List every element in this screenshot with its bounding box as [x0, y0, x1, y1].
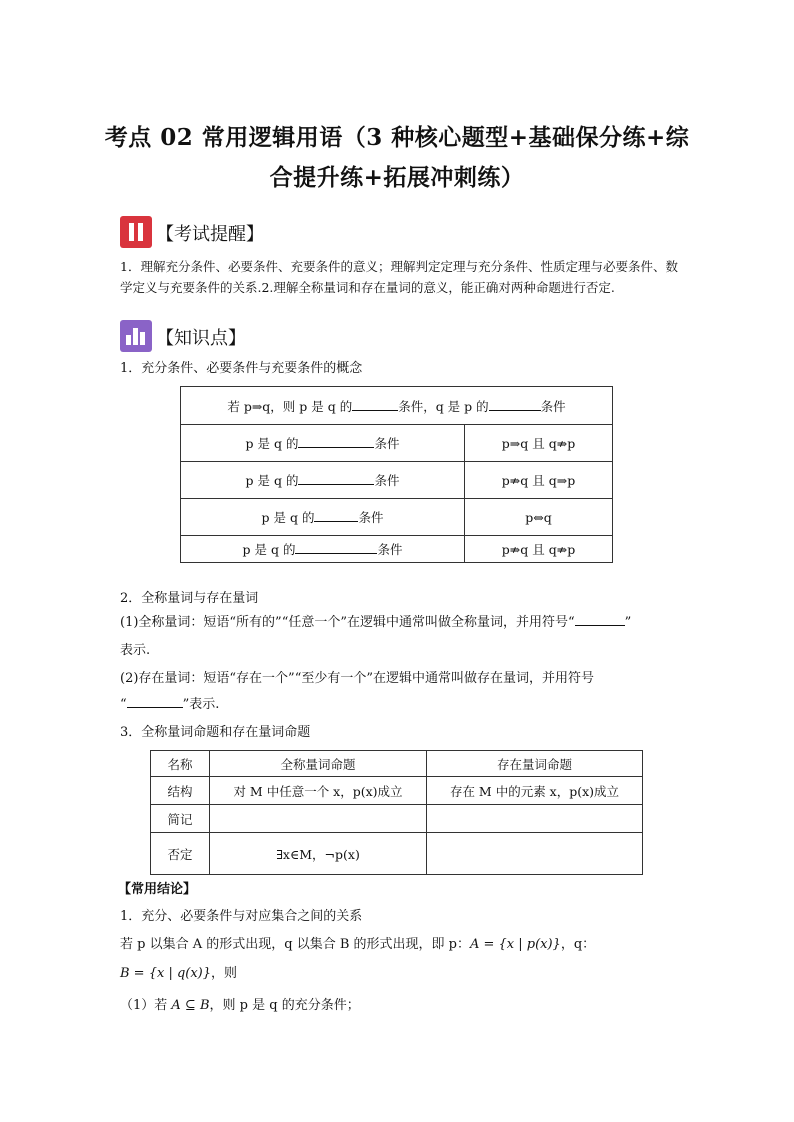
table-row-left: p 是 q 的 条件 [181, 462, 465, 499]
knowledge-item-2: 2．全称量词与存在量词 [120, 591, 259, 606]
table-row-right: p⇏q 且 q⇏p [465, 536, 613, 563]
title-line-1: 考点 02 常用逻辑用语（3 种核心题型+基础保分练+综 [104, 124, 690, 151]
knowledge-item-1: 1．充分条件、必要条件与充要条件的概念 [120, 361, 363, 376]
existential-quantifier-end: “ ”表示. [120, 697, 220, 712]
condition-table [180, 386, 613, 563]
knowledge-label: 【知识点】 [156, 328, 246, 349]
table-row-right: p⇒q 且 q⇏p [465, 425, 613, 462]
conclusion-label: 【常用结论】 [118, 882, 197, 897]
table-row-right: p⇏q 且 q⇒p [465, 462, 613, 499]
document-title [100, 118, 694, 198]
table-row-right: p⇔q [465, 499, 613, 536]
table-cell: 简记 [151, 805, 210, 833]
conclusion-line-3: （1）若 A ⊆ B，则 p 是 q 的充分条件； [120, 998, 360, 1013]
quantifier-table [150, 750, 643, 875]
bar-chart-icon [120, 320, 152, 352]
table-cell [210, 805, 427, 833]
table-cell [427, 805, 643, 833]
table-row-left: p 是 q 的 条件 [181, 425, 465, 462]
table-header-cell: 全称量词命题 [210, 751, 427, 777]
title-line-2: 合提升练+拓展冲刺练） [269, 164, 525, 191]
reminder-text: 1．理解充分条件、必要条件、充要条件的意义；理解判定定理与充分条件、性质定理与必要条件、数学定义与充要条件的关系.2.理解全称量词和存在量词的意义，能正确对两种命题进行否定. [120, 259, 678, 295]
table-row-left: p 是 q 的 条件 [181, 499, 465, 536]
existential-quantifier-text: (2)存在量词：短语“存在一个”“至少有一个”在逻辑中通常叫做存在量词，并用符号 [120, 671, 594, 686]
condition-table-header: 若 p⇒q，则 p 是 q 的 条件，q 是 p 的 条件 [181, 387, 613, 425]
conclusion-line-1: 若 p 以集合 A 的形式出现，q 以集合 B 的形式出现，即 p：A = {x | p(x)}，q： [120, 937, 596, 952]
table-header-cell: 存在量词命题 [427, 751, 643, 777]
table-cell: 结构 [151, 777, 210, 805]
table-cell: 否定 [151, 833, 210, 875]
table-cell [427, 833, 643, 875]
conclusion-item-1: 1．充分、必要条件与对应集合之间的关系 [120, 909, 363, 924]
table-cell: ∃x∈M，¬p(x) [210, 833, 427, 875]
table-cell: 对 M 中任意一个 x，p(x)成立 [210, 777, 427, 805]
table-row-left: p 是 q 的 条件 [181, 536, 465, 563]
knowledge-item-3: 3．全称量词命题和存在量词命题 [120, 725, 311, 740]
table-cell: 存在 M 中的元素 x，p(x)成立 [427, 777, 643, 805]
conclusion-line-2: B = {x | q(x)}，则 [120, 966, 238, 981]
universal-quantifier-text: (1)全称量词：短语“所有的”“任意一个”在逻辑中通常叫做全称量词，并用符号“ ” [120, 615, 632, 630]
pause-icon [120, 216, 152, 248]
table-header-cell: 名称 [151, 751, 210, 777]
reminder-label: 【考试提醒】 [156, 224, 264, 245]
universal-quantifier-end: 表示. [120, 643, 151, 658]
